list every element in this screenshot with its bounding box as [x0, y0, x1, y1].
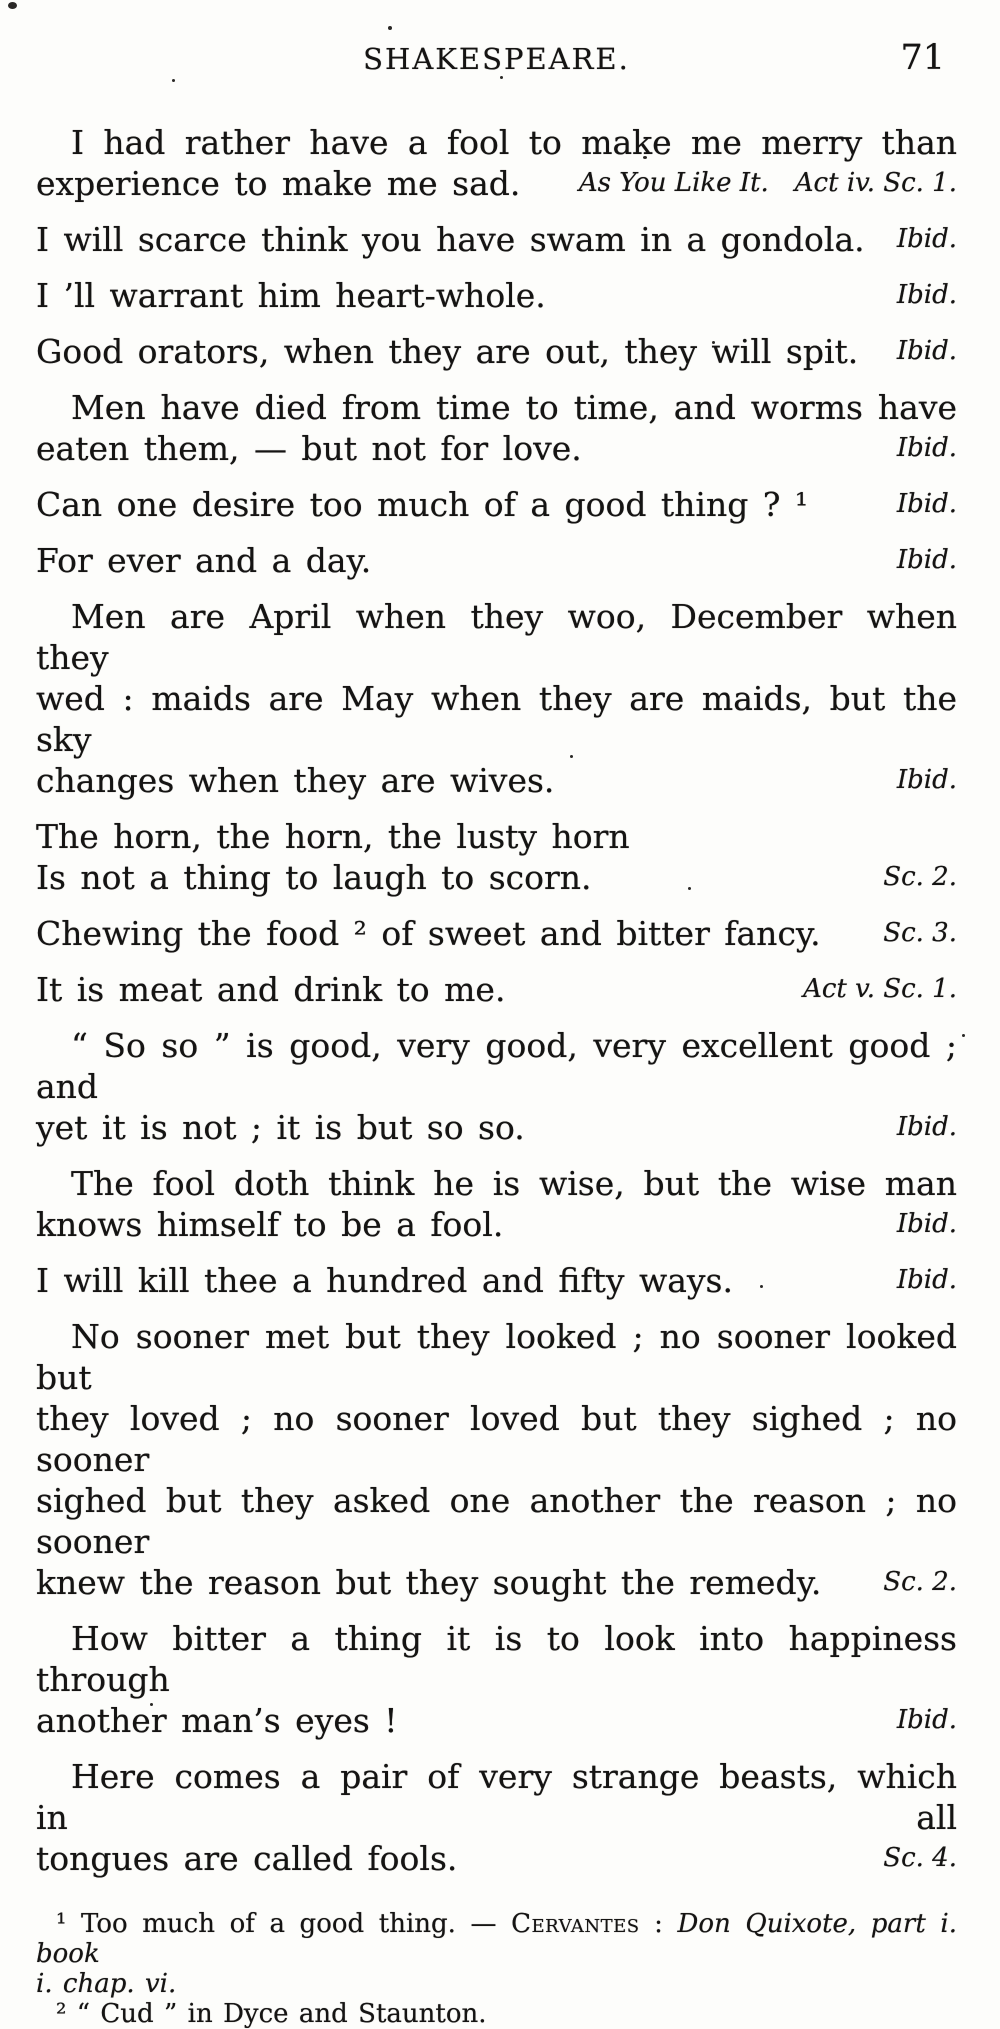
quote-line	[36, 1618, 957, 1700]
quote-citation: Sc. 2.	[883, 1567, 957, 1597]
footnote-1-line-2	[36, 1969, 957, 1999]
quote-citation: Ibid.	[896, 1705, 957, 1735]
quote-line	[36, 678, 957, 760]
footnote-1-author: Cervantes	[511, 1909, 640, 1939]
quotes-section	[36, 122, 957, 1879]
quote-line	[36, 1562, 957, 1603]
quote-text: No sooner met but they looked ; no sooner looked but	[36, 1317, 957, 1397]
quote-text: Here comes a pair of very strange beasts, which in all	[36, 1757, 957, 1837]
quote-line	[36, 122, 957, 163]
quote-line	[36, 540, 957, 581]
quote-text: For ever and a day.	[36, 541, 372, 580]
quote-text: Men have died from time to time, and worms have	[71, 388, 957, 427]
quote-block	[36, 387, 957, 469]
quote-text: Is not a thing to laugh to scorn.	[36, 858, 592, 897]
quote-line	[36, 1398, 957, 1480]
quote-text: I will kill thee a hundred and fifty ways.	[36, 1261, 733, 1300]
quote-block	[36, 596, 957, 801]
quote-text: I will scarce think you have swam in a gondola.	[36, 220, 865, 259]
quote-citation: Ibid.	[896, 1112, 957, 1142]
footnote-1-work-continuation: i. chap. vi.	[36, 1969, 177, 1999]
quote-citation: As You Like It. Act iv. Sc. 1.	[578, 168, 957, 198]
quote-text: How bitter a thing it is to look into happiness through	[36, 1619, 957, 1699]
quote-line	[36, 1260, 957, 1301]
footnote-1-line-1	[36, 1909, 957, 1969]
text-block	[36, 0, 957, 2029]
quote-text: knew the reason but they sought the remedy.	[36, 1563, 822, 1602]
running-header-title: SHAKESPEARE.	[363, 42, 630, 76]
quote-line	[36, 816, 957, 857]
quote-block	[36, 275, 957, 316]
quote-block	[36, 1756, 957, 1879]
quote-line	[36, 331, 957, 372]
quote-citation: Ibid.	[896, 224, 957, 254]
quote-text: knows himself to be a fool.	[36, 1205, 504, 1244]
quote-line	[36, 1204, 957, 1245]
quote-line	[36, 969, 957, 1010]
quote-text: yet it is not ; it is but so so.	[36, 1108, 525, 1147]
quote-text: It is meat and drink to me.	[36, 970, 506, 1009]
quote-citation: Ibid.	[896, 765, 957, 795]
quote-line	[36, 1316, 957, 1398]
quote-text: wed : maids are May when they are maids, but the sky	[36, 679, 957, 759]
quote-text: another man’s eyes !	[36, 1701, 398, 1740]
quote-citation: Ibid.	[896, 1209, 957, 1239]
quote-citation: Ibid.	[896, 1265, 957, 1295]
quote-line	[36, 1107, 957, 1148]
footnote-1-marker-text: ¹ Too much of a good thing. —	[56, 1909, 512, 1939]
footnotes-section	[36, 1909, 957, 2029]
quote-text: changes when they are wives.	[36, 761, 555, 800]
quote-block	[36, 1163, 957, 1245]
quote-line	[36, 387, 957, 428]
quote-text: I had rather have a fool to make me merry than	[71, 123, 957, 162]
scan-speck	[962, 1034, 965, 1037]
quote-citation: Sc. 4.	[883, 1843, 957, 1873]
quote-text: eaten them, — but not for love.	[36, 429, 582, 468]
quote-line	[36, 857, 957, 898]
quote-text: The fool doth think he is wise, but the wise man	[71, 1164, 957, 1203]
footnote-2	[36, 1999, 957, 2029]
quote-text: they loved ; no sooner loved but they sighed ; no sooner	[36, 1399, 957, 1479]
quote-citation: Ibid.	[896, 433, 957, 463]
quote-block	[36, 1025, 957, 1148]
quote-text: Chewing the food ² of sweet and bitter fancy.	[36, 914, 821, 953]
quote-text: “ So so ” is good, very good, very excellent good ; and	[36, 1026, 957, 1106]
quote-block	[36, 219, 957, 260]
quote-block	[36, 969, 957, 1010]
quote-line	[36, 219, 957, 260]
quote-line	[36, 913, 957, 954]
quote-block	[36, 1260, 957, 1301]
quote-text: Can one desire too much of a good thing ? ¹	[36, 485, 809, 524]
quote-text: experience to make me sad.	[36, 164, 521, 203]
footnote-1-colon: :	[639, 1909, 678, 1939]
quote-line	[36, 1025, 957, 1107]
quote-block	[36, 1618, 957, 1741]
quote-line	[36, 484, 957, 525]
quote-text: The horn, the horn, the lusty horn	[36, 817, 630, 856]
quote-text: I ’ll warrant him heart-whole.	[36, 276, 546, 315]
quote-block	[36, 540, 957, 581]
quote-text: Good orators, when they are out, they will spit.	[36, 332, 859, 371]
footnote-1-work-title: Don Quixote, part i. book	[36, 1909, 957, 1969]
quote-block	[36, 816, 957, 898]
quote-block	[36, 913, 957, 954]
quote-text: sighed but they asked one another the reason ; no sooner	[36, 1481, 957, 1561]
quote-text: Men are April when they woo, December when they	[36, 597, 957, 677]
quote-line	[36, 596, 957, 678]
quote-line	[36, 428, 957, 469]
quote-text: tongues are called fools.	[36, 1839, 458, 1878]
quote-citation: Ibid.	[896, 545, 957, 575]
quote-block	[36, 122, 957, 204]
quote-block	[36, 1316, 957, 1603]
quote-line	[36, 1838, 957, 1879]
quote-citation: Ibid.	[896, 280, 957, 310]
quote-block	[36, 484, 957, 525]
quote-line	[36, 275, 957, 316]
running-head	[36, 38, 957, 80]
quote-line	[36, 1756, 957, 1838]
quote-line	[36, 1163, 957, 1204]
quote-citation: Sc. 2.	[883, 862, 957, 892]
quote-line	[36, 760, 957, 801]
quote-block	[36, 331, 957, 372]
quote-line	[36, 163, 957, 204]
quote-line	[36, 1480, 957, 1562]
quote-line	[36, 1700, 957, 1741]
footnote-2-text: ² “ Cud ” in Dyce and Staunton.	[56, 1999, 487, 2029]
quote-citation: Sc. 3.	[883, 918, 957, 948]
scan-speck	[8, 2, 17, 9]
quote-citation: Act v. Sc. 1.	[803, 974, 957, 1004]
quote-citation: Ibid.	[896, 489, 957, 519]
page-number: 71	[900, 38, 945, 78]
quote-citation: Ibid.	[896, 336, 957, 366]
